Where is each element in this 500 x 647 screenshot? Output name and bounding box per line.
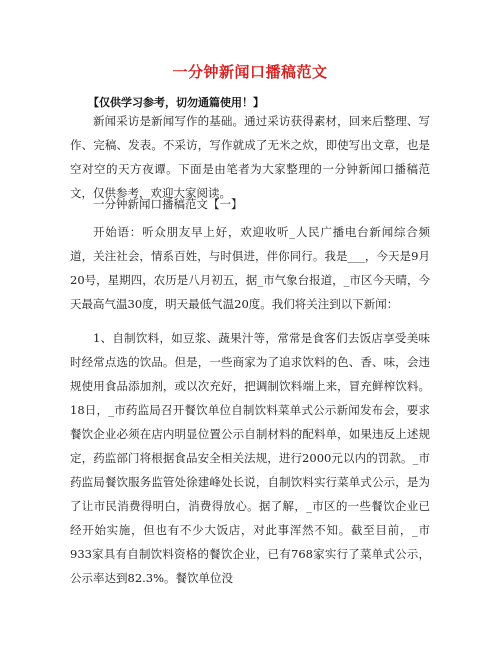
opening-paragraph: 开始语：听众朋友早上好，欢迎收听_人民广播电台新闻综合频道，关注社会，情系百姓，与时俱进，伴你同行。我是___，今天是9月20号，星期四，农历是八月初五，据_市气象台报道，_市区今天晴，今天最高气温30度，明天最低气温20度。我们将关注到以下新闻：: [70, 225, 430, 311]
document-title: 一分钟新闻口播稿范文: [172, 63, 328, 81]
intro-paragraph: 新闻采访是新闻写作的基础。通过采访获得素材，回来后整理、写作、完稿、发表。不采访，写作就成了无米之炊，即使写出文章，也是空对空的天方夜谭。下面是由笔者为大家整理的一分钟新闻口播稿范文，仅供参考，欢迎大家阅读。: [70, 114, 430, 200]
news-paragraph: 1、自制饮料，如豆浆、蔬果汁等，常常是食客们去饭店享受美味时经常点选的饮品。但是，一些商家为了追求饮料的色、香、味，会违规使用食品添加剂，或以次充好，把调制饮料端上来，冒充鲜榨饮料。18日，_市药监局召开餐饮单位自制饮料菜单式公示新闻发布会，要求餐饮企业必须在店内明显位置公示自制材料的配料单，如果违反上述规定，药监部门将根据食品安全相关法规，进行2000元以内的罚款。_市药监局餐饮服务监管处徐建峰处长说，自制饮料实行菜单式公示，是为了让市民消费得明白，消费得放心。据了解，_市区的一些餐饮企业已经开始实施，但也有不少大饭店，对此事浑然不知。截至目前，_市933家具有自制饮料资格的餐饮企业，已有768家实行了菜单式公示，公示率达到82.3%。餐饮单位没: [70, 331, 430, 585]
section-heading: 一分钟新闻口播稿范文【一】: [93, 197, 243, 211]
usage-notice: 【仅供学习参考，切勿通篇使用！】: [88, 96, 264, 109]
